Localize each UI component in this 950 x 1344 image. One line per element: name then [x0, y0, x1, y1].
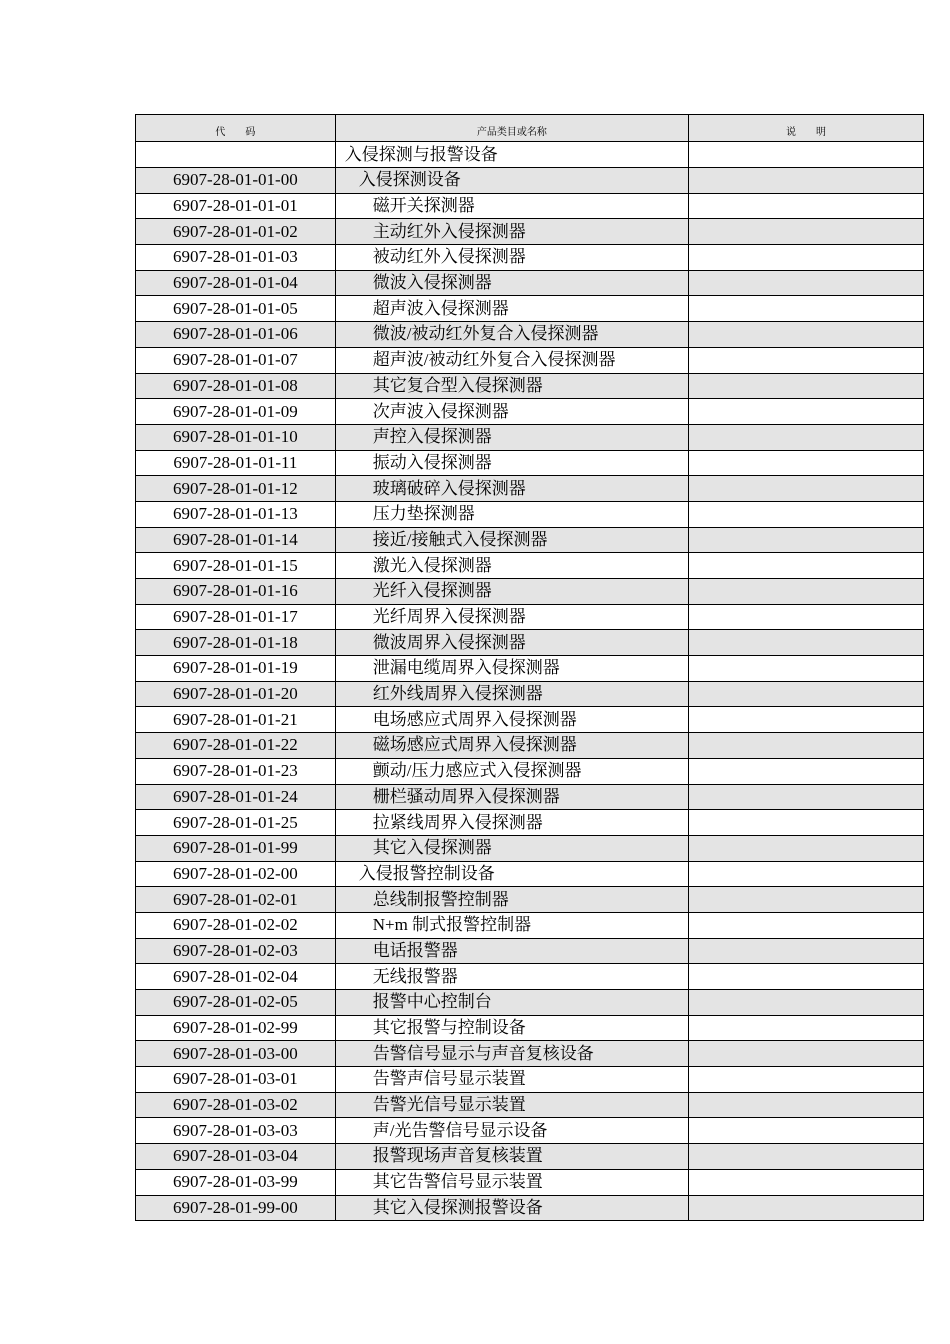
row-note [689, 296, 924, 322]
row-code: 6907-28-01-02-01 [136, 887, 336, 913]
table-row [136, 168, 924, 194]
row-note [689, 168, 924, 194]
row-name: 其它告警信号显示装置 [335, 1169, 688, 1195]
row-note [689, 604, 924, 630]
table-row [136, 887, 924, 913]
row-name: 电场感应式周界入侵探测器 [335, 707, 688, 733]
row-name: 磁开关探测器 [335, 193, 688, 219]
row-code: 6907-28-01-01-14 [136, 527, 336, 553]
table-row [136, 193, 924, 219]
row-note [689, 681, 924, 707]
table-row [136, 373, 924, 399]
row-name: 泄漏电缆周界入侵探测器 [335, 656, 688, 682]
row-name: 其它复合型入侵探测器 [335, 373, 688, 399]
row-name: 电话报警器 [335, 938, 688, 964]
row-name: 玻璃破碎入侵探测器 [335, 476, 688, 502]
table-row [136, 604, 924, 630]
row-code: 6907-28-01-03-04 [136, 1144, 336, 1170]
row-code: 6907-28-01-01-12 [136, 476, 336, 502]
table-row [136, 1169, 924, 1195]
row-name: 总线制报警控制器 [335, 887, 688, 913]
row-note [689, 347, 924, 373]
table-row [136, 1041, 924, 1067]
row-code: 6907-28-01-01-18 [136, 630, 336, 656]
row-note [689, 1195, 924, 1221]
row-note [689, 938, 924, 964]
row-note [689, 270, 924, 296]
row-name: 告警信号显示与声音复核设备 [335, 1041, 688, 1067]
row-note [689, 1118, 924, 1144]
row-note [689, 990, 924, 1016]
row-code: 6907-28-01-03-02 [136, 1092, 336, 1118]
row-code: 6907-28-01-01-13 [136, 501, 336, 527]
row-name: 微波入侵探测器 [335, 270, 688, 296]
row-note [689, 501, 924, 527]
row-name: 入侵探测设备 [335, 168, 688, 194]
section-title-row [136, 142, 924, 168]
row-code: 6907-28-01-03-03 [136, 1118, 336, 1144]
row-code: 6907-28-01-02-05 [136, 990, 336, 1016]
row-code: 6907-28-01-02-99 [136, 1015, 336, 1041]
row-name: 其它入侵探测报警设备 [335, 1195, 688, 1221]
row-note [689, 1015, 924, 1041]
table-row [136, 938, 924, 964]
row-note [689, 630, 924, 656]
table-row [136, 579, 924, 605]
table-row [136, 501, 924, 527]
row-name: 微波/被动红外复合入侵探测器 [335, 322, 688, 348]
row-note [689, 373, 924, 399]
row-code: 6907-28-01-01-19 [136, 656, 336, 682]
row-note [689, 835, 924, 861]
row-code: 6907-28-01-01-10 [136, 424, 336, 450]
table-row [136, 424, 924, 450]
row-code: 6907-28-01-01-16 [136, 579, 336, 605]
row-code: 6907-28-01-03-00 [136, 1041, 336, 1067]
row-note [689, 1041, 924, 1067]
row-note [689, 964, 924, 990]
table-row [136, 1015, 924, 1041]
product-category-table [135, 114, 924, 1221]
section-title-note-cell [689, 142, 924, 168]
table-row [136, 347, 924, 373]
table-row [136, 912, 924, 938]
row-note [689, 579, 924, 605]
table-row [136, 835, 924, 861]
row-name: 其它入侵探测器 [335, 835, 688, 861]
table-row [136, 270, 924, 296]
row-name: 接近/接触式入侵探测器 [335, 527, 688, 553]
row-name: 次声波入侵探测器 [335, 399, 688, 425]
row-note [689, 527, 924, 553]
row-code: 6907-28-01-01-07 [136, 347, 336, 373]
table-row [136, 758, 924, 784]
table-row [136, 861, 924, 887]
table-row [136, 245, 924, 271]
table-row [136, 450, 924, 476]
header-row [136, 115, 924, 142]
row-note [689, 887, 924, 913]
row-code: 6907-28-01-01-04 [136, 270, 336, 296]
row-code: 6907-28-01-02-04 [136, 964, 336, 990]
table-row [136, 964, 924, 990]
row-name: 栅栏骚动周界入侵探测器 [335, 784, 688, 810]
row-name: 告警声信号显示装置 [335, 1067, 688, 1093]
row-name: 激光入侵探测器 [335, 553, 688, 579]
row-code: 6907-28-01-01-99 [136, 835, 336, 861]
row-code: 6907-28-01-01-05 [136, 296, 336, 322]
row-note [689, 810, 924, 836]
row-note [689, 219, 924, 245]
row-note [689, 553, 924, 579]
row-name: 微波周界入侵探测器 [335, 630, 688, 656]
row-name: 声控入侵探测器 [335, 424, 688, 450]
row-note [689, 245, 924, 271]
row-code: 6907-28-01-01-20 [136, 681, 336, 707]
row-code: 6907-28-01-01-01 [136, 193, 336, 219]
table-row [136, 1195, 924, 1221]
row-note [689, 758, 924, 784]
table-row [136, 527, 924, 553]
row-note [689, 733, 924, 759]
row-code: 6907-28-01-02-00 [136, 861, 336, 887]
row-code: 6907-28-01-01-15 [136, 553, 336, 579]
table-row [136, 296, 924, 322]
table-row [136, 553, 924, 579]
row-note [689, 322, 924, 348]
row-name: 被动红外入侵探测器 [335, 245, 688, 271]
row-code: 6907-28-01-01-03 [136, 245, 336, 271]
row-note [689, 193, 924, 219]
header-note: 说 明 [689, 115, 924, 142]
section-title: 入侵探测与报警设备 [335, 142, 688, 168]
row-code: 6907-28-01-03-01 [136, 1067, 336, 1093]
row-code: 6907-28-01-02-02 [136, 912, 336, 938]
row-name: 报警现场声音复核装置 [335, 1144, 688, 1170]
row-note [689, 1092, 924, 1118]
row-name: 红外线周界入侵探测器 [335, 681, 688, 707]
row-code: 6907-28-01-01-25 [136, 810, 336, 836]
row-note [689, 476, 924, 502]
row-code: 6907-28-01-01-23 [136, 758, 336, 784]
row-code: 6907-28-01-02-03 [136, 938, 336, 964]
table-row [136, 630, 924, 656]
table-row [136, 476, 924, 502]
table-row [136, 399, 924, 425]
header-name: 产品类目或名称 [335, 115, 688, 142]
row-name: 入侵报警控制设备 [335, 861, 688, 887]
row-note [689, 1067, 924, 1093]
row-name: 振动入侵探测器 [335, 450, 688, 476]
row-code: 6907-28-01-01-21 [136, 707, 336, 733]
row-note [689, 707, 924, 733]
table-row [136, 990, 924, 1016]
table-row [136, 656, 924, 682]
row-name: 超声波入侵探测器 [335, 296, 688, 322]
row-name: 超声波/被动红外复合入侵探测器 [335, 347, 688, 373]
row-code: 6907-28-01-01-02 [136, 219, 336, 245]
table-row [136, 681, 924, 707]
row-note [689, 861, 924, 887]
row-code: 6907-28-01-01-06 [136, 322, 336, 348]
table-row [136, 1092, 924, 1118]
row-note [689, 1144, 924, 1170]
row-name: 主动红外入侵探测器 [335, 219, 688, 245]
row-note [689, 1169, 924, 1195]
row-code: 6907-28-01-01-08 [136, 373, 336, 399]
row-code: 6907-28-01-01-22 [136, 733, 336, 759]
section-title-code-cell [136, 142, 336, 168]
row-name: 报警中心控制台 [335, 990, 688, 1016]
row-code: 6907-28-01-01-09 [136, 399, 336, 425]
row-note [689, 424, 924, 450]
table-row [136, 1144, 924, 1170]
row-note [689, 912, 924, 938]
row-name: 光纤周界入侵探测器 [335, 604, 688, 630]
row-code: 6907-28-01-01-24 [136, 784, 336, 810]
row-code: 6907-28-01-01-11 [136, 450, 336, 476]
row-name: 声/光告警信号显示设备 [335, 1118, 688, 1144]
row-note [689, 399, 924, 425]
table-row [136, 733, 924, 759]
row-code: 6907-28-01-03-99 [136, 1169, 336, 1195]
row-name: 拉紧线周界入侵探测器 [335, 810, 688, 836]
row-code: 6907-28-01-99-00 [136, 1195, 336, 1221]
row-note [689, 784, 924, 810]
header-code: 代 码 [136, 115, 336, 142]
table-row [136, 784, 924, 810]
row-code: 6907-28-01-01-00 [136, 168, 336, 194]
row-note [689, 656, 924, 682]
table-row [136, 219, 924, 245]
row-name: 磁场感应式周界入侵探测器 [335, 733, 688, 759]
table-row [136, 707, 924, 733]
row-name: 光纤入侵探测器 [335, 579, 688, 605]
row-name: 告警光信号显示装置 [335, 1092, 688, 1118]
table-row [136, 810, 924, 836]
row-note [689, 450, 924, 476]
row-name: 压力垫探测器 [335, 501, 688, 527]
row-code: 6907-28-01-01-17 [136, 604, 336, 630]
table-row [136, 1067, 924, 1093]
row-name: 无线报警器 [335, 964, 688, 990]
row-name: N+m 制式报警控制器 [335, 912, 688, 938]
table-row [136, 1118, 924, 1144]
row-name: 其它报警与控制设备 [335, 1015, 688, 1041]
table-row [136, 322, 924, 348]
row-name: 颤动/压力感应式入侵探测器 [335, 758, 688, 784]
